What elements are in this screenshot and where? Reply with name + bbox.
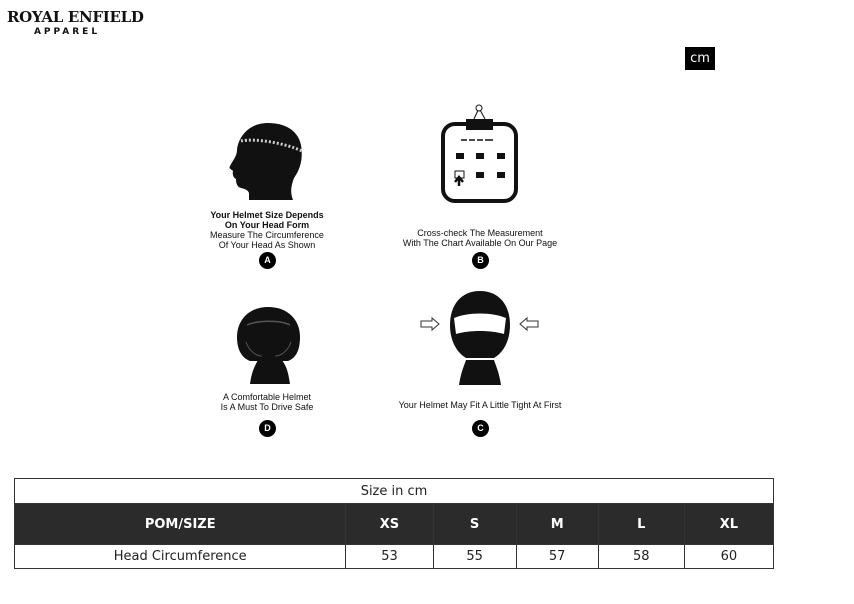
step-d-badge: D [259,420,276,437]
step-a-caption [197,210,337,250]
row-label: Head Circumference [15,545,346,569]
header-pom-size: POM/SIZE [15,504,346,545]
step-c-badge: C [472,420,489,437]
step-b-line-1: Cross-check The Measurement [417,228,543,238]
step-a-title-2: On Your Head Form [224,220,310,230]
step-d-caption [197,392,337,412]
helmet-back-illustration [237,307,300,384]
step-a-badge: A [259,252,276,269]
cell-s: 55 [433,545,516,569]
size-chart-table [14,478,774,569]
unit-toggle-cm[interactable]: cm [685,47,715,70]
cell-xs: 53 [346,545,433,569]
brand-sub: APPAREL [33,27,101,37]
header-xs: XS [346,504,433,545]
step-a-title-1: Your Helmet Size Depends [210,210,324,220]
table-row [15,545,774,569]
table-title: Size in cm [15,479,774,504]
header-l: L [598,504,684,545]
table-title-row [15,479,774,504]
step-a-line-1: Measure The Circumference [210,230,324,240]
arrow-in-left-icon [421,318,439,330]
step-c-caption [380,400,580,410]
head-profile-illustration [230,123,302,200]
cell-m: 57 [516,545,598,569]
cell-xl: 60 [684,545,773,569]
helmet-front-illustration [450,291,510,385]
step-d-line-1: A Comfortable Helmet [222,392,312,402]
brand-name: ROYAL ENFIELD [7,8,144,26]
step-a-line-2: Of Your Head As Shown [218,240,316,250]
arrow-in-right-icon [520,318,538,330]
cell-l: 58 [598,545,684,569]
step-b-badge: B [472,252,489,269]
chart-board-illustration [443,105,516,201]
step-b-caption [390,228,570,248]
step-c-line-1: Your Helmet May Fit A Little Tight At First [398,400,562,410]
header-xl: XL [684,504,773,545]
header-s: S [433,504,516,545]
step-b-line-2: With The Chart Available On Our Page [402,238,558,248]
step-d-line-2: Is A Must To Drive Safe [220,402,314,412]
header-m: M [516,504,598,545]
table-header-row [15,504,774,545]
